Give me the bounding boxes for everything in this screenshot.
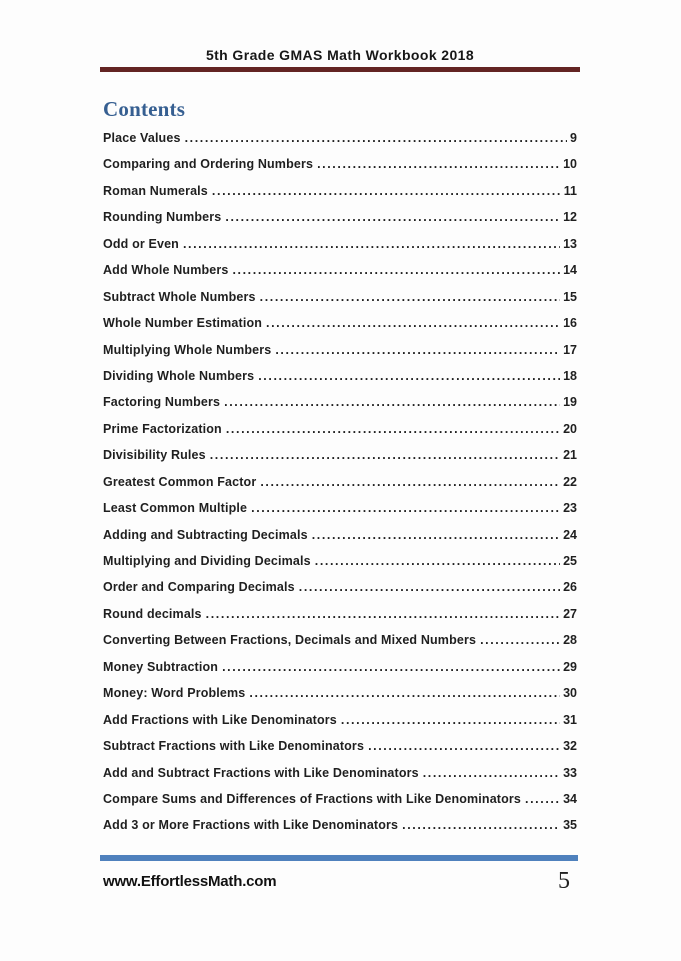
website-link[interactable]: www.EffortlessMath.com [103, 873, 277, 890]
toc-entry[interactable] [103, 178, 577, 204]
toc-leader-dots [222, 654, 560, 680]
toc-leader-dots [251, 495, 560, 521]
toc-leader-dots [402, 812, 560, 838]
toc-entry[interactable] [103, 495, 577, 521]
toc-entry-title: Order and Comparing Decimals [103, 580, 295, 595]
toc-entry-title: Subtract Fractions with Like Denominators [103, 739, 365, 754]
toc-entry[interactable] [103, 707, 577, 733]
toc-entry-title: Multiplying and Dividing Decimals [103, 554, 311, 568]
toc-leader-dots [224, 389, 560, 415]
toc-leader-dots [423, 760, 560, 786]
toc-entry[interactable] [103, 416, 577, 442]
toc-entry[interactable] [103, 257, 577, 283]
toc-entry[interactable] [103, 442, 577, 468]
toc-entry-page: 32 [563, 739, 577, 754]
toc-leader-dots [258, 363, 560, 389]
toc-entry-title: Factoring Numbers [103, 395, 221, 410]
toc-entry-page: 16 [563, 316, 577, 331]
toc-entry-title: Money Subtraction [103, 659, 219, 674]
footer-rule [100, 855, 578, 861]
toc-leader-dots [525, 786, 560, 812]
toc-entry-page: 30 [563, 686, 577, 701]
toc-entry-title: Multiplying Whole Numbers [103, 342, 272, 357]
toc-entry-page: 22 [563, 474, 577, 489]
toc-entry-page: 18 [563, 368, 577, 383]
toc-entry-title: Roman Numerals [103, 183, 208, 198]
toc-entry-title: Add Fractions with Like Denominators [103, 712, 337, 727]
toc-entry[interactable] [103, 469, 577, 495]
toc-entry-title: Divisibility Rules [103, 448, 206, 463]
toc-entry[interactable] [103, 680, 577, 706]
toc-entry-title: Odd or Even [103, 236, 179, 251]
toc-entry-page: 11 [563, 183, 577, 198]
toc-entry-page: 14 [563, 263, 577, 278]
toc-entry[interactable] [103, 204, 577, 230]
toc-entry-title: Round decimals [103, 606, 202, 621]
toc-entry[interactable] [103, 284, 577, 310]
toc-entry[interactable] [103, 522, 577, 548]
toc-entry-title: Comparing and Ordering Numbers [103, 157, 314, 172]
toc-entry[interactable] [103, 389, 577, 415]
toc-entry-title: Prime Factorization [103, 421, 222, 436]
toc-entry-page: 13 [563, 236, 577, 251]
toc-entry[interactable] [103, 812, 577, 838]
toc-entry-page: 34 [563, 791, 577, 806]
toc-entry-page: 33 [563, 765, 577, 780]
toc-leader-dots [185, 125, 567, 151]
contents-heading: Contents [103, 97, 186, 121]
toc-leader-dots [315, 548, 560, 574]
toc-entry-title: Least Common Multiple [103, 501, 248, 516]
toc-entry-page: 15 [563, 289, 577, 304]
toc-entry-page: 27 [563, 606, 577, 621]
toc-entry-title: Add 3 or More Fractions with Like Denominators [103, 818, 399, 833]
toc-leader-dots [210, 442, 560, 468]
toc-entry-title: Converting Between Fractions, Decimals and Mixed Numbers [103, 633, 477, 648]
toc-leader-dots [275, 337, 560, 363]
toc-entry[interactable] [103, 786, 577, 812]
toc-leader-dots [266, 310, 560, 336]
toc-entry[interactable] [103, 601, 577, 627]
toc-entry-title: Adding and Subtracting Decimals [103, 527, 308, 542]
toc-entry-page: 21 [563, 448, 577, 463]
toc-leader-dots [260, 469, 560, 495]
toc-leader-dots [368, 733, 560, 759]
toc-entry-page: 29 [563, 659, 577, 674]
toc-entry[interactable] [103, 231, 577, 257]
toc-entry[interactable] [103, 627, 577, 653]
toc-entry-title: Whole Number Estimation [103, 316, 263, 331]
toc-leader-dots [260, 284, 560, 310]
page-number: 5 [558, 868, 570, 894]
toc-leader-dots [212, 178, 561, 204]
toc-entry-page: 20 [563, 421, 577, 436]
toc-entry-title: Money: Word Problems [103, 686, 246, 701]
toc-entry-page: 9 [570, 131, 577, 145]
toc-entry-title: Subtract Whole Numbers [103, 289, 256, 304]
header-title: 5th Grade GMAS Math Workbook 2018 [205, 47, 475, 63]
toc-entry[interactable] [103, 337, 577, 363]
toc-entry-title: Add Whole Numbers [103, 263, 229, 278]
toc-entry-title: Greatest Common Factor [103, 474, 257, 489]
toc-entry-page: 25 [563, 554, 577, 568]
toc-entry[interactable] [103, 363, 577, 389]
toc-entry[interactable] [103, 151, 577, 177]
toc-leader-dots [249, 680, 560, 706]
toc-entry[interactable] [103, 574, 577, 600]
toc-leader-dots [299, 574, 560, 600]
table-of-contents [103, 125, 577, 839]
header-rule [100, 67, 580, 72]
toc-entry-title: Compare Sums and Differences of Fractions with Like Denominators [103, 791, 522, 806]
toc-entry-page: 26 [563, 580, 577, 595]
toc-leader-dots [225, 204, 560, 230]
toc-entry[interactable] [103, 125, 577, 151]
toc-leader-dots [226, 416, 560, 442]
toc-leader-dots [183, 231, 560, 257]
toc-entry-title: Dividing Whole Numbers [103, 368, 255, 383]
toc-entry-page: 24 [563, 527, 577, 542]
toc-leader-dots [312, 522, 560, 548]
toc-leader-dots [232, 257, 560, 283]
toc-entry-page: 35 [563, 818, 577, 833]
toc-entry-title: Rounding Numbers [103, 210, 222, 225]
toc-leader-dots [480, 627, 560, 653]
toc-entry[interactable] [103, 548, 577, 574]
toc-entry[interactable] [103, 760, 577, 786]
toc-entry-page: 28 [563, 633, 577, 648]
toc-entry-page: 12 [563, 210, 577, 225]
toc-entry-page: 17 [563, 342, 577, 357]
toc-leader-dots [206, 601, 560, 627]
toc-entry-page: 19 [563, 395, 577, 410]
toc-entry[interactable] [103, 310, 577, 336]
toc-leader-dots [341, 707, 560, 733]
toc-entry-title: Place Values [103, 131, 181, 145]
toc-leader-dots [317, 151, 560, 177]
toc-entry-title: Add and Subtract Fractions with Like Denominators [103, 765, 419, 780]
toc-entry-page: 31 [563, 712, 577, 727]
toc-entry[interactable] [103, 733, 577, 759]
toc-entry-page: 10 [563, 157, 577, 172]
toc-entry-page: 23 [563, 501, 577, 516]
toc-entry[interactable] [103, 654, 577, 680]
